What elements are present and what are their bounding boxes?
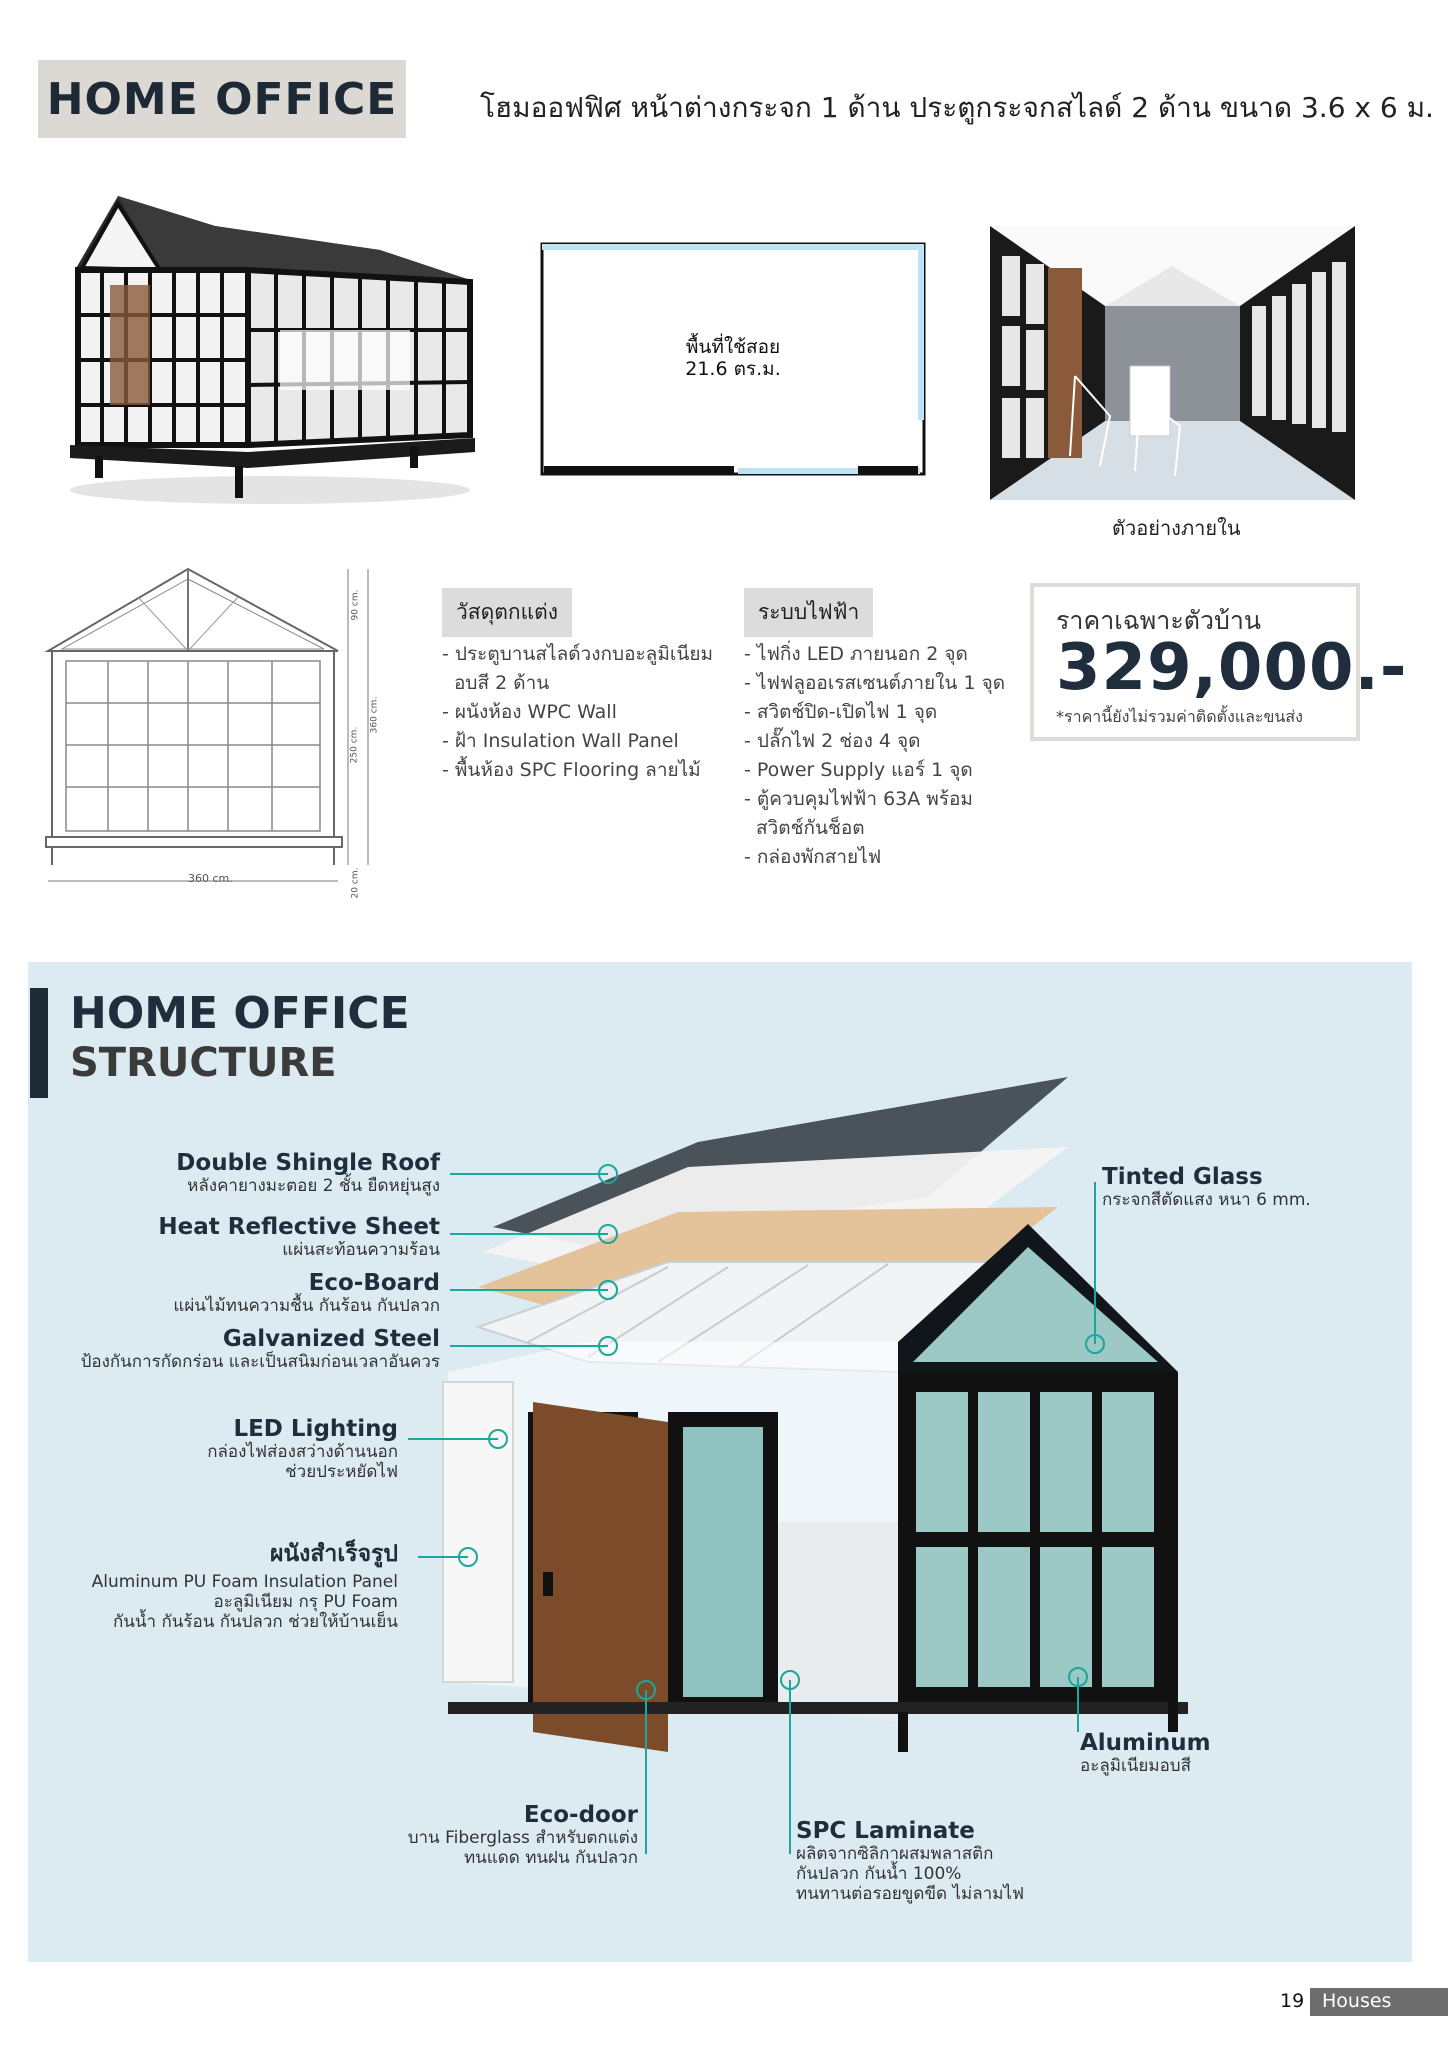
floor-plan: [538, 240, 928, 478]
list-item: - สวิตช์ปิด-เปิดไฟ 1 จุด: [744, 701, 938, 723]
list-item: - ไฟฟลูออเรสเซนต์ภายใน 1 จุด: [744, 672, 1006, 694]
structure-subtitle: STRUCTURE: [70, 1040, 337, 1086]
exterior-render: [40, 190, 480, 520]
label-double-shingle-roof: Double Shingle Roof หลังคายางมะตอย 2 ชั้น ยืดหยุ่นสูง: [176, 1150, 440, 1196]
price-value: 329,000.-: [1056, 631, 1408, 705]
list-item: - ไฟกิ่ง LED ภายนอก 2 จุด: [744, 643, 968, 665]
elevation-h2: 250 cm.: [349, 726, 360, 764]
interior-caption: ตัวอย่างภายใน: [1112, 516, 1241, 540]
list-item: - ประตูบานสไลด์วงกบอะลูมิเนียม: [442, 643, 713, 665]
label-led-lighting: LED Lighting กล่องไฟส่องสว่างด้านนอก ช่วยประหยัดไฟ: [207, 1416, 398, 1482]
page-subtitle: โฮมออฟฟิศ หน้าต่างกระจก 1 ด้าน ประตูกระจกสไลด์ 2 ด้าน ขนาด 3.6 x 6 ม.: [480, 91, 1434, 124]
list-item: - ปลั๊กไฟ 2 ช่อง 4 จุด: [744, 730, 921, 752]
electrical-heading: ระบบไฟฟ้า: [744, 588, 873, 637]
electrical-list: [744, 640, 1005, 872]
label-aluminum: Aluminum อะลูมิเนียมอบสี: [1080, 1730, 1211, 1776]
structure-title: HOME OFFICE: [70, 988, 410, 1039]
label-tinted-glass: Tinted Glass กระจกสีตัดแสง หนา 6 mm.: [1102, 1164, 1311, 1210]
price-box: [1030, 583, 1408, 741]
materials-list: [442, 640, 713, 785]
list-item: สวิตช์กันช็อต: [756, 817, 865, 839]
materials-heading: วัสดุตกแต่ง: [442, 588, 572, 637]
list-item: - ผนังห้อง WPC Wall: [442, 701, 617, 723]
page-title: HOME OFFICE: [46, 73, 398, 125]
page-number: 19: [1280, 1990, 1305, 2012]
elevation-h3: 360 cm.: [369, 696, 380, 734]
floor-area-value: 21.6 ตร.ม.: [685, 358, 781, 380]
list-item: - พื้นห้อง SPC Flooring ลายไม้: [442, 759, 701, 781]
interior-render: [990, 226, 1355, 500]
label-heat-reflective-sheet: Heat Reflective Sheet แผ่นสะท้อนความร้อน: [158, 1214, 440, 1260]
elevation-width-label: 360 cm.: [188, 872, 233, 885]
list-item: - ตู้ควบคุมไฟฟ้า 63A พร้อม: [744, 788, 973, 810]
section-tab: Houses: [1310, 1988, 1448, 2016]
list-item: อบสี 2 ด้าน: [454, 672, 550, 694]
label-prefab-wall: ผนังสำเร็จรูป Aluminum PU Foam Insulation Panel อะลูมิเนียม กรุ PU Foam กันน้ำ กันร้อน กันปลวก ช่วยให้บ้านเย็น: [91, 1541, 398, 1632]
list-item: - กล่องพักสายไฟ: [744, 846, 882, 868]
label-eco-door: Eco-door บาน Fiberglass สำหรับตกแต่ง ทนแดด ทนฝน กันปลวก: [407, 1802, 638, 1868]
list-item: - Power Supply แอร์ 1 จุด: [744, 759, 973, 781]
elevation-drawing: [38, 565, 378, 895]
label-galvanized-steel: Galvanized Steel ป้องกันการกัดกร่อน และเป็นสนิมก่อนเวลาอันควร: [80, 1326, 440, 1372]
elevation-h1: 90 cm.: [350, 589, 361, 621]
list-item: - ฝ้า Insulation Wall Panel: [442, 730, 679, 752]
label-eco-board: Eco-Board แผ่นไม้ทนความชื้น กันร้อน กันปลวก: [173, 1270, 440, 1316]
elevation-h4: 20 cm.: [350, 867, 361, 899]
header-title-box: [38, 60, 406, 138]
floor-area-label: พื้นที่ใช้สอย: [685, 336, 781, 358]
price-label: ราคาเฉพาะตัวบ้าน: [1056, 606, 1262, 635]
label-spc-laminate: SPC Laminate ผลิตจากซิลิกาผสมพลาสติก กันปลวก กันน้ำ 100% ทนทานต่อรอยขูดขีด ไม่ลามไฟ: [796, 1818, 1024, 1904]
price-note: *ราคานี้ยังไม่รวมค่าติดตั้งและขนส่ง: [1056, 707, 1303, 726]
